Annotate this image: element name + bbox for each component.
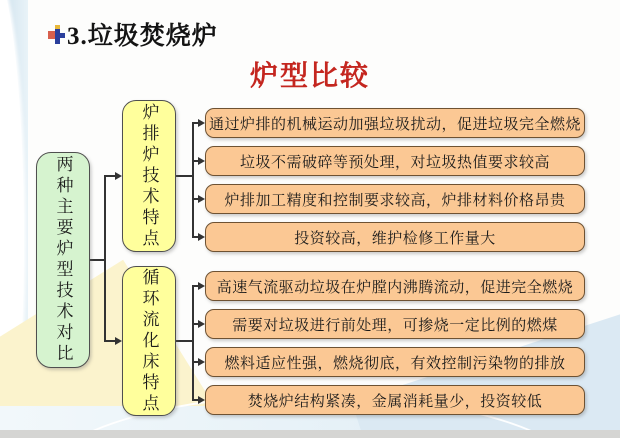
arrow-icon xyxy=(198,320,205,328)
arrow-icon xyxy=(115,337,122,345)
colored-plus-bullet-icon xyxy=(48,25,65,44)
branch-label: 循环流化床特点 xyxy=(139,267,159,415)
title-row xyxy=(48,16,218,52)
connector-line xyxy=(176,340,192,342)
connector-line xyxy=(192,122,194,238)
page-title: 3.垃圾焚烧炉 xyxy=(67,23,218,50)
arrow-icon xyxy=(198,195,205,203)
slide-subtitle: 炉型比较 xyxy=(249,61,370,92)
root-label: 两种主要炉型技术对比 xyxy=(53,155,73,365)
root-box xyxy=(36,152,90,368)
leaf-box: 炉排加工精度和控制要求较高，炉排材料价格昂贵 xyxy=(205,184,585,214)
branch-label: 炉排炉技术特点 xyxy=(139,102,159,250)
branch-box-fluidized-bed xyxy=(122,266,176,416)
arrow-icon xyxy=(198,119,205,127)
leaf-box: 投资较高，维护检修工作量大 xyxy=(205,222,585,252)
leaf-box: 垃圾不需破碎等预处理，对垃圾热值要求较高 xyxy=(205,146,585,176)
arrow-icon xyxy=(198,282,205,290)
arrow-icon xyxy=(115,172,122,180)
arrow-icon xyxy=(198,157,205,165)
arrow-icon xyxy=(198,358,205,366)
connector-line xyxy=(104,175,106,341)
bottom-strip xyxy=(0,430,620,438)
leaf-box: 需要对垃圾进行前处理，可掺烧一定比例的燃煤 xyxy=(205,309,585,339)
leaf-box: 高速气流驱动垃圾在炉膛内沸腾流动，促进完全燃烧 xyxy=(205,271,585,301)
connector-line xyxy=(192,285,194,401)
branch-box-grate-furnace xyxy=(122,100,176,252)
connector-line xyxy=(176,175,192,177)
leaf-box: 焚烧炉结构紧凑，金属消耗量少，投资较低 xyxy=(205,385,585,415)
arrow-icon xyxy=(198,396,205,404)
leaf-box: 燃料适应性强，燃烧彻底，有效控制污染物的排放 xyxy=(205,347,585,377)
arrow-icon xyxy=(198,233,205,241)
connector-line xyxy=(90,259,104,261)
leaf-box: 通过炉排的机械运动加强垃圾扰动，促进垃圾完全燃烧 xyxy=(205,108,585,138)
